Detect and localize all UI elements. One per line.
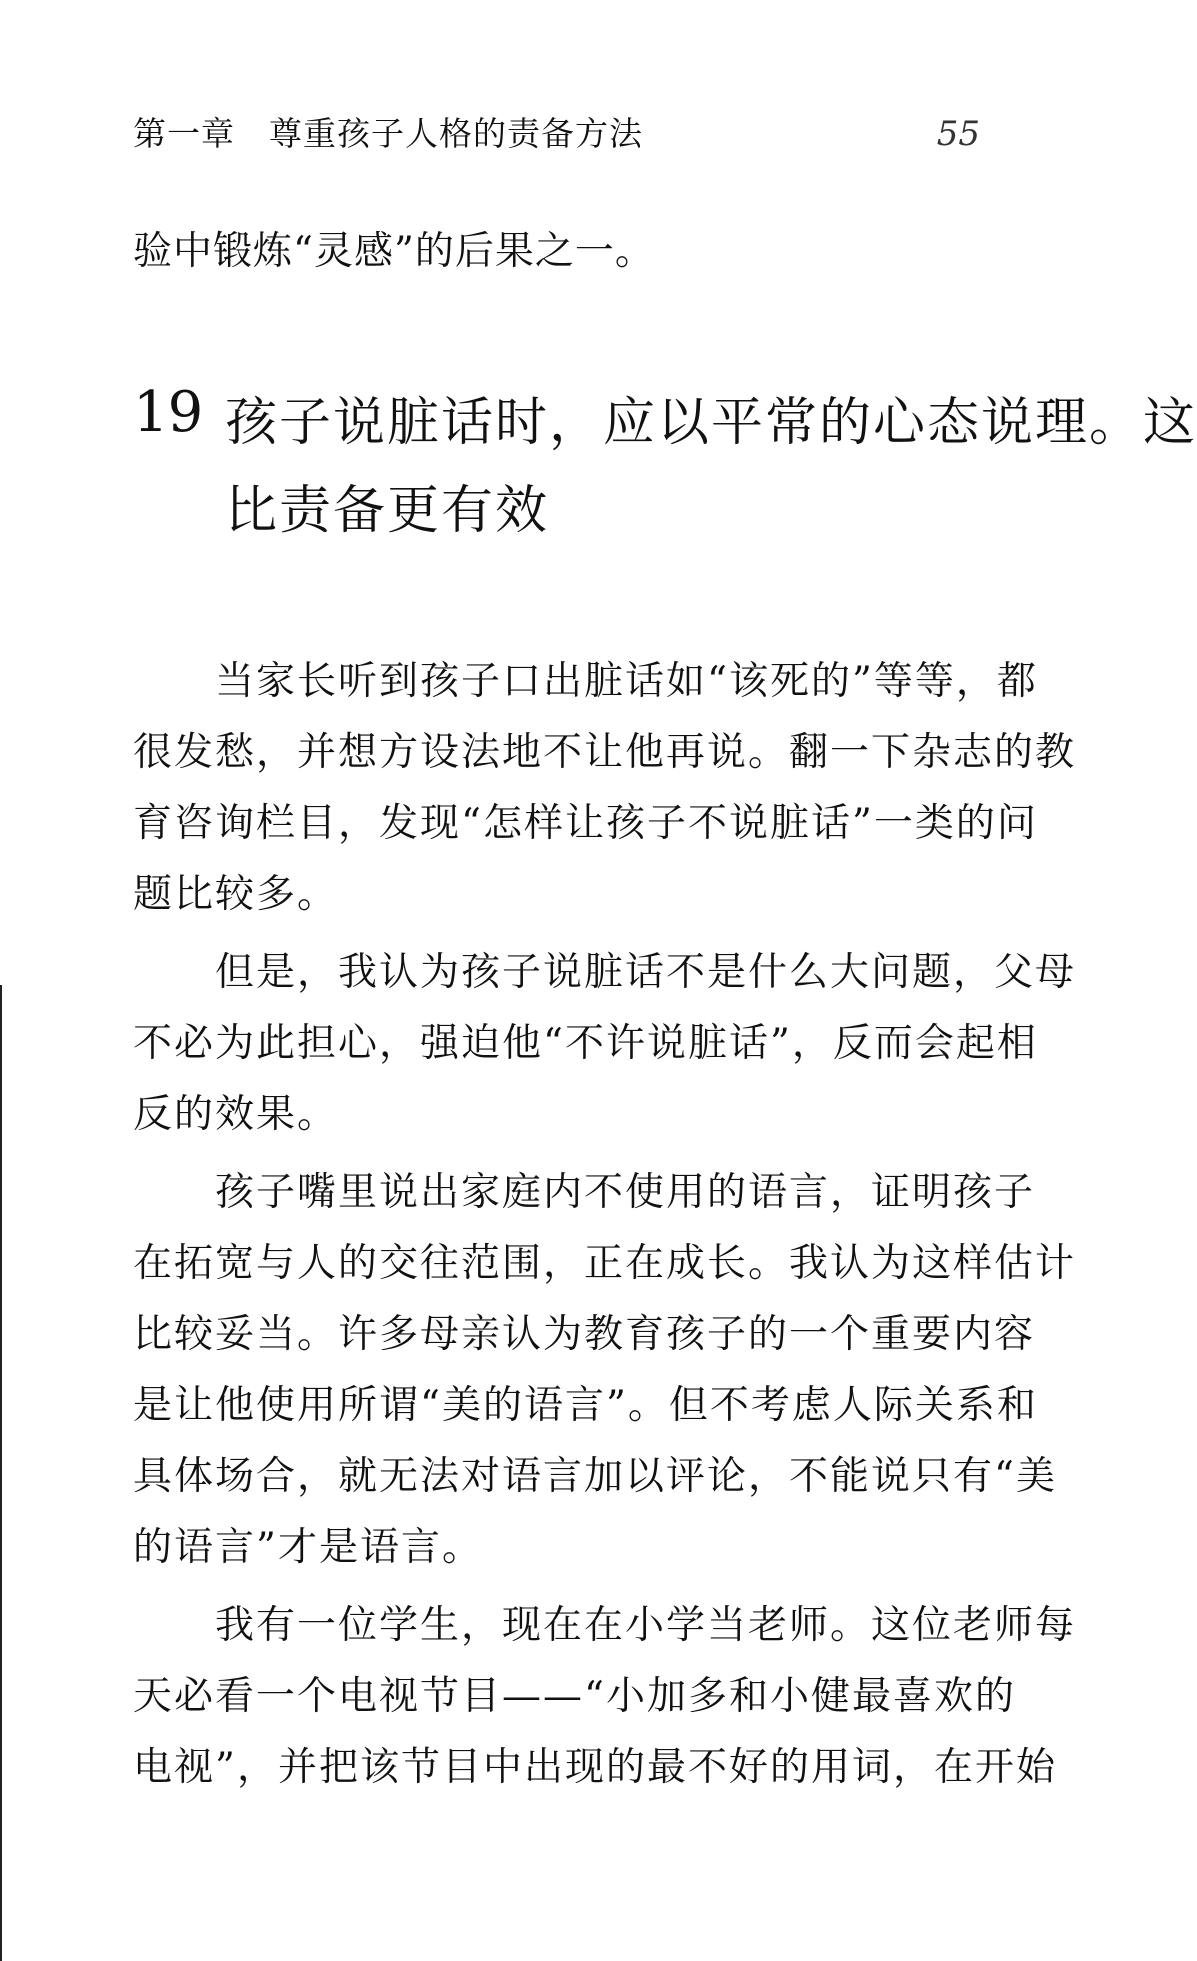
- body-line: 育咨询栏目，发现“怎样让孩子不说脏话”一类的问: [133, 801, 1038, 846]
- carry-over-paragraph-end: 验中锻炼“灵感”的后果之一。: [133, 229, 655, 274]
- section-title-line: 比责备更有效: [225, 481, 550, 541]
- body-line: 是让他使用所谓“美的语言”。但不考虑人际关系和: [133, 1383, 1038, 1428]
- section-heading: [133, 380, 1197, 560]
- body-line: 我有一位学生，现在在小学当老师。这位老师每: [133, 1603, 1077, 1648]
- page-number: 55: [936, 114, 980, 154]
- body-line: 天必看一个电视节目——“小加多和小健最喜欢的: [133, 1674, 1016, 1719]
- section-number: 19: [133, 380, 203, 445]
- body-line: 具体场合，就无法对语言加以评论，不能说只有“美: [133, 1454, 1057, 1499]
- body-line: 但是，我认为孩子说脏话不是什么大问题，父母: [133, 950, 1077, 995]
- body-line: 很发愁，并想方设法地不让他再说。翻一下杂志的教: [133, 730, 1077, 775]
- body-line: 题比较多。: [133, 872, 339, 917]
- section-title-line: 孩子说脏话时，应以平常的心态说理。这: [225, 393, 1197, 453]
- chapter-title: 第一章 尊重孩子人格的责备方法: [133, 114, 643, 153]
- body-line: 孩子嘴里说出家庭内不使用的语言，证明孩子: [133, 1170, 1036, 1215]
- body-line: 反的效果。: [133, 1092, 339, 1137]
- body-line: 电视”，并把该节目中出现的最不好的用词，在开始: [133, 1745, 1057, 1790]
- body-line: 在拓宽与人的交往范围，正在成长。我认为这样估计: [133, 1241, 1077, 1286]
- body-line: 比较妥当。许多母亲认为教育孩子的一个重要内容: [133, 1312, 1036, 1357]
- body-line: 当家长听到孩子口出脏话如“该死的”等等，都: [133, 659, 1038, 704]
- running-head: [133, 108, 980, 158]
- scan-edge-line: [0, 985, 2, 1961]
- body-line: 不必为此担心，强迫他“不许说脏话”，反而会起相: [133, 1021, 1038, 1066]
- body-line: 的语言”才是语言。: [133, 1525, 483, 1570]
